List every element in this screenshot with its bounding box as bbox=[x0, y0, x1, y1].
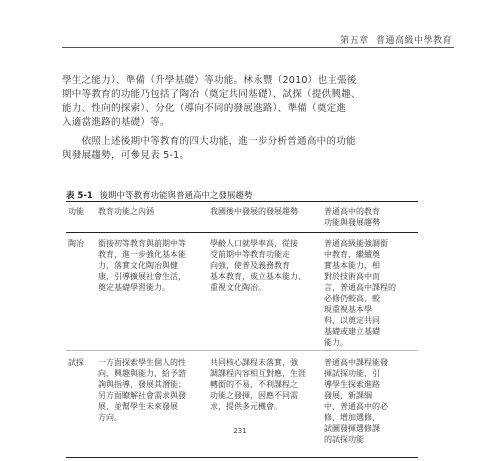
cell-function: 陶冶 bbox=[66, 233, 96, 351]
paragraph-1 bbox=[62, 74, 424, 130]
table-caption bbox=[66, 189, 253, 201]
cell-content: 一方面探索學生個人的性 向，興趣與能力，給予諮 詢與指導，發展其潛能； 另方面瞭解社會需求與發 展，並幫學生未來發展 方向。 bbox=[96, 351, 208, 458]
table-row bbox=[66, 351, 418, 458]
cell-trend: 共同核心課程未落實，強 調課程內容相互對應，生涯 轉銜的不易，不利課程之 功能之發揮，因應不同需 求，提供多元機會。 bbox=[208, 351, 322, 458]
functions-table bbox=[66, 201, 418, 458]
table-number: 表 5-1 bbox=[66, 191, 93, 201]
paragraph-line: 與發展趨勢，可參見表 5-1。 bbox=[62, 150, 190, 161]
table-header-row bbox=[66, 202, 418, 233]
header-rule bbox=[62, 47, 454, 48]
table-row bbox=[66, 233, 418, 351]
table-title: 後期中等教育功能與普通高中之發展趨勢 bbox=[99, 191, 253, 201]
header-senior: 普通高中的教育 功能與發展趨勢 bbox=[322, 202, 418, 233]
paragraph-line: 學生之能力）、準備（升學基礎）等功能。林永豐（2010）也主張後 bbox=[62, 75, 357, 86]
header-content: 教育功能之內涵 bbox=[96, 202, 208, 233]
cell-function: 試探 bbox=[66, 351, 96, 458]
header-function: 功能 bbox=[66, 202, 96, 233]
chapter-label: 第五章 bbox=[340, 36, 369, 46]
paragraph-line: 依照上述後期中等教育的四大功能，進一步分析普通高中的功能 bbox=[62, 136, 356, 147]
header-trend: 我國後中發展的發展趨勢 bbox=[208, 202, 322, 233]
paragraph-line: 入適當進路的基礎）等。 bbox=[62, 117, 170, 128]
cell-content: 銜接初等教育與前期中等 教育，進一步強化基本能 力，落實文化陶冶與健 康，引導擴展社會生活， 奠定基礎學習能力。 bbox=[96, 233, 208, 351]
cell-trend: 學齡人口就學率高，從接 受前期中等教育功能走 向強，使普及義務教育 基本教育，成立基本能力、 重視文化陶冶。 bbox=[208, 233, 322, 351]
running-header bbox=[340, 33, 452, 46]
chapter-title: 普通高級中學教育 bbox=[375, 36, 452, 46]
page-number: 231 bbox=[233, 427, 247, 435]
cell-senior: 普通高級能強調銜 中教育，繼續奠 實基本能力，相 對於技術高中而 言，普通高中課程的 必修仍較高，較 現重視基本學 科，以奠定共同 基礎或建立基礎 能力。 bbox=[322, 233, 418, 351]
paragraph-2 bbox=[62, 135, 424, 163]
paragraph-line: 能力、性向的探索）、分化（導向不同的發展進路）、準備（奠定進 bbox=[62, 103, 347, 114]
paragraph-line: 期中等教育的功能乃包括了陶冶（奠定共同基礎）、試探（提供興趣、 bbox=[62, 89, 361, 100]
cell-senior: 普通高中課程能發 揮試探功能，引 導學生探索進路 發展，新課綱 中，普通高中的必 修，增加選修， 試圖發揮選修課 的試探功能 bbox=[322, 351, 418, 458]
